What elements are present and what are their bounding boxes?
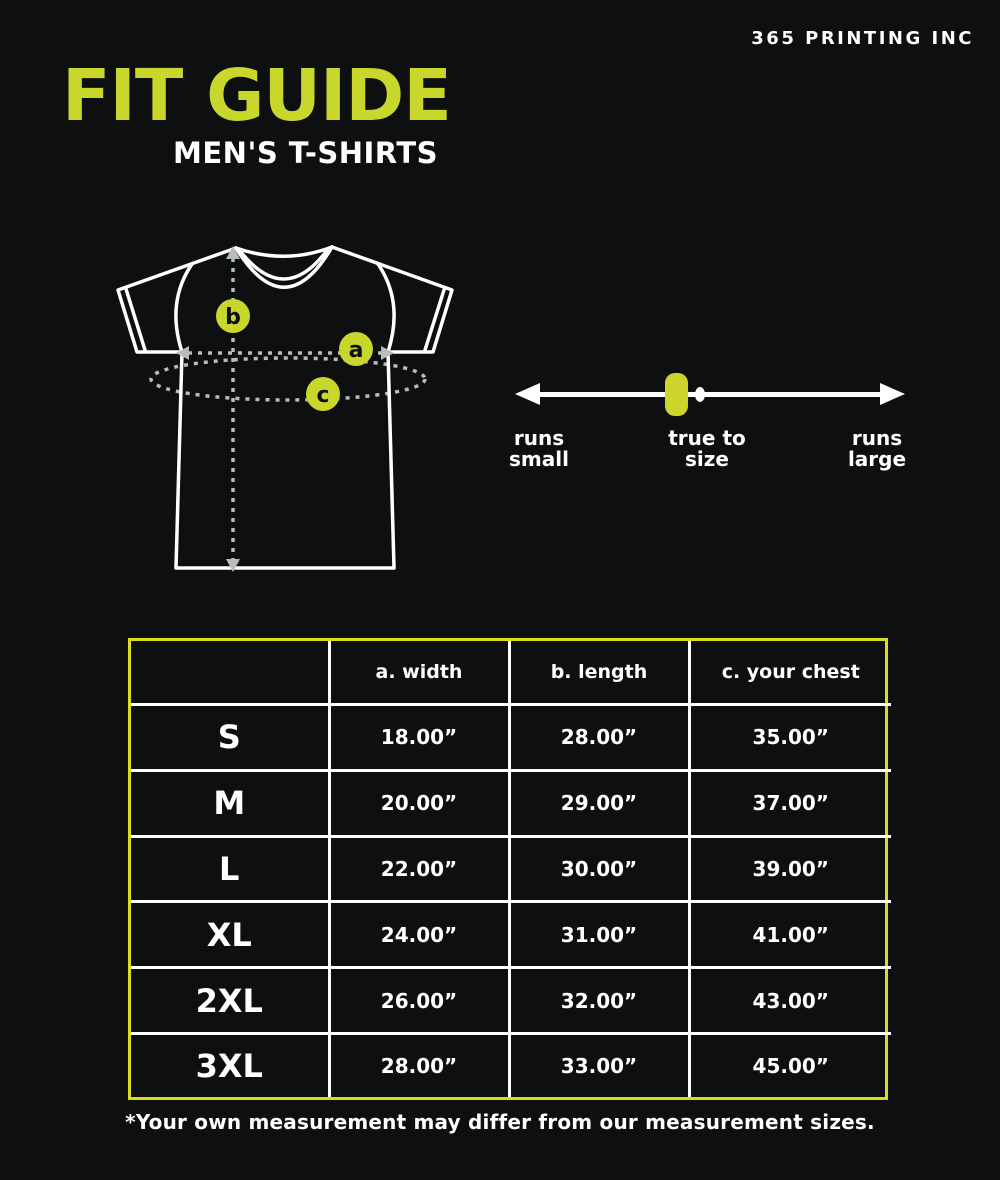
size-cell: S: [131, 705, 329, 771]
chest-cell: 43.00”: [689, 968, 891, 1034]
chest-cell: 35.00”: [689, 705, 891, 771]
width-cell: 18.00”: [329, 705, 509, 771]
scale-label-runs-small: [509, 428, 569, 470]
length-cell: 31.00”: [509, 902, 689, 968]
length-cell: 28.00”: [509, 705, 689, 771]
length-cell: 32.00”: [509, 968, 689, 1034]
page-subtitle: MEN'S T-SHIRTS: [173, 136, 438, 170]
width-cell: 24.00”: [329, 902, 509, 968]
fit-scale: [509, 372, 907, 482]
brand-text: 365 PRINTING INC: [751, 28, 974, 49]
scale-marker-dot: [695, 387, 705, 402]
footnote: *Your own measurement may differ from our measurement sizes.: [125, 1110, 875, 1134]
chest-cell: 45.00”: [689, 1034, 891, 1097]
size-cell: 2XL: [131, 968, 329, 1034]
marker-a: [339, 332, 373, 366]
header-length: b. length: [509, 641, 689, 705]
chest-ellipse: [151, 358, 425, 400]
title-block: [62, 54, 451, 170]
chest-cell: 37.00”: [689, 770, 891, 836]
width-cell: 26.00”: [329, 968, 509, 1034]
scale-label-line: runs: [513, 426, 565, 450]
scale-label-line: small: [509, 447, 569, 471]
table-row: [131, 836, 891, 902]
marker-b-letter: b: [225, 305, 241, 330]
table-row: [131, 1034, 891, 1097]
width-cell: 28.00”: [329, 1034, 509, 1097]
scale-marker-pill: [665, 373, 688, 416]
scale-label-line: size: [685, 447, 729, 471]
width-cell: 20.00”: [329, 770, 509, 836]
marker-c-letter: c: [316, 383, 330, 408]
header-width: a. width: [329, 641, 509, 705]
length-cell: 30.00”: [509, 836, 689, 902]
scale-line: [535, 392, 885, 397]
chest-cell: 39.00”: [689, 836, 891, 902]
table-row: [131, 770, 891, 836]
size-table-border: [128, 638, 888, 1100]
scale-label-true-to-size: [668, 428, 746, 470]
width-cell: 22.00”: [329, 836, 509, 902]
size-cell: XL: [131, 902, 329, 968]
size-cell: M: [131, 770, 329, 836]
length-cell: 33.00”: [509, 1034, 689, 1097]
page-title: FIT GUIDE: [62, 54, 451, 137]
size-cell: 3XL: [131, 1034, 329, 1097]
chest-cell: 41.00”: [689, 902, 891, 968]
length-line: [226, 246, 240, 572]
scale-label-line: large: [847, 447, 907, 471]
marker-a-letter: a: [348, 338, 364, 363]
header-chest: c. your chest: [689, 641, 891, 705]
tshirt-diagram: [100, 232, 480, 582]
scale-label-line: true to: [668, 426, 746, 450]
scale-label-line: runs: [851, 426, 903, 450]
table-row: [131, 902, 891, 968]
table-row: [131, 705, 891, 771]
tshirt-outline: [118, 247, 452, 568]
table-row: [131, 968, 891, 1034]
table-header-row: [131, 641, 891, 705]
marker-b: [216, 299, 250, 333]
marker-c: [306, 377, 340, 411]
size-table: [131, 641, 891, 1097]
length-cell: 29.00”: [509, 770, 689, 836]
size-cell: L: [131, 836, 329, 902]
scale-label-runs-large: [848, 428, 906, 470]
header-size: [131, 641, 329, 705]
scale-arrow-right-icon: [880, 383, 905, 405]
